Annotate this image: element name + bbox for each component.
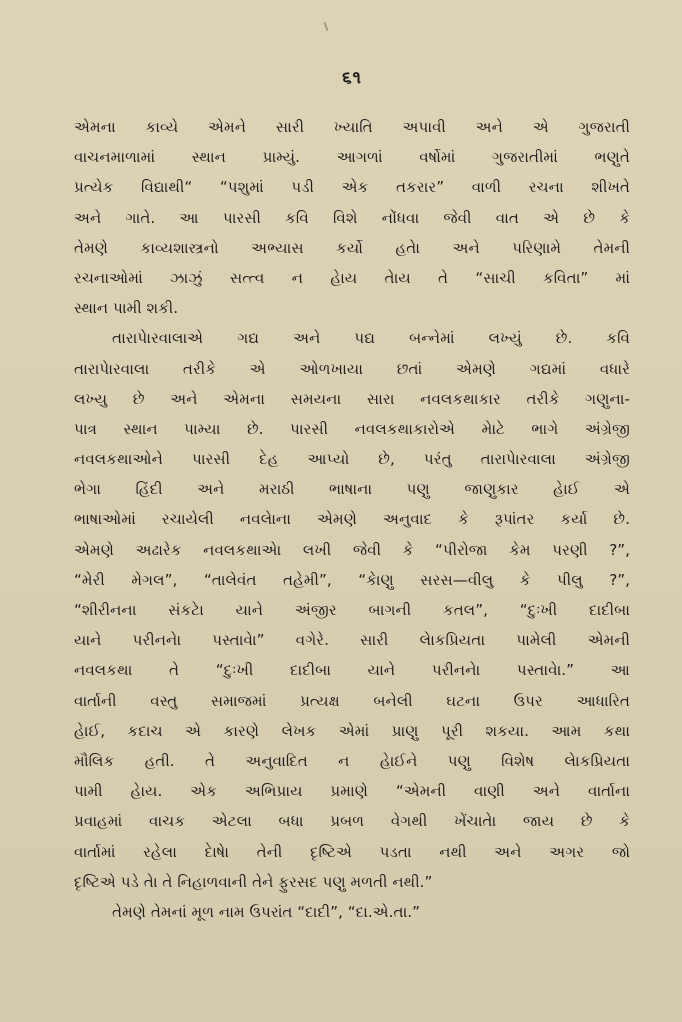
body-text <box>74 112 630 927</box>
text-line: સ્થાન પામી શકી. <box>74 299 179 318</box>
text-line: મૌલિક હતી. તે અનુવાદિત ન હેાઈને પણુ વિશેષ લેાકપ્રિયતા <box>74 751 630 770</box>
text-line: લખ્યુ છે અને એમના સમયના સારા નવલકથાકાર તરીકે ગણુના- <box>74 389 630 408</box>
text-line: તેમણે કાવ્યશાસ્ત્રનો અભ્યાસ કર્યો હતેા અને પરિણામે તેમની <box>74 238 630 257</box>
text-line: પાત્ર સ્થાન પામ્યા છે. પારસી નવલકથાકારોએ મેાટે ભાગે અંગ્રેજી <box>74 419 630 438</box>
text-line: તારાપેારવાલાએ ગદ્ય અને પદ્ય બન્નેમાં લખ્યું છે. કવિ <box>112 329 630 348</box>
text-line: નવલકથાઓને પારસી દેહ આપ્યો છે, પરંતુ તારાપેારવાલા અંગ્રેજી <box>74 450 630 469</box>
page-number: ૬૧ <box>342 68 362 88</box>
paragraph <box>74 897 630 927</box>
text-line: ભેગા હિંદી અને મરાઠી ભાષાના પણુ જાણુકાર હેાઈ એ <box>74 480 630 499</box>
text-line: પ્રવાહમાં વાચક એટલા બધા પ્રબળ વેગથી ખેંચાતેા જાય છે કે <box>74 812 630 831</box>
text-line: પ્રત્યેક વિદ્યાથી“ “પશુમાં પડી એક તકરાર” વાળી રચના શીખતે <box>74 178 630 197</box>
text-line: વાર્તામાં રહેલા દેાષેા તેની દૃષ્ટિએ પડતા નથી અને અગર જો <box>74 842 630 861</box>
print-mark <box>324 22 329 31</box>
text-line: યાને પરીનનેા પસ્તાવેા” વગેરે. સારી લેાકપ્રિયતા પામેલી એમની <box>74 631 630 650</box>
text-line: દૃષ્ટિએ પડે તેા તે નિહાળવાની તેને ફુરસદ પણુ મળતી નથી.” <box>74 872 433 891</box>
text-line: એમણે અઢારેક નવલકથાએા લખી જેવી કે “પીરોજા કેમ પરણી ?”, <box>74 540 630 559</box>
text-line: તેમણે તેમનાં મૂળ નામ ઉપરાંત “દાદી”, “દા.એ.તા.” <box>112 902 420 921</box>
paragraph <box>74 112 630 323</box>
text-line: “શીરીનના સંકટેા યાને અંજીર બાગની કતલ”, “દુઃખી દાદીબા <box>74 601 630 619</box>
text-line: નવલકથા તે “દુઃખી દાદીબા યાને પરીનનેા પસ્તાવેા.” આ <box>74 661 630 680</box>
text-line: એમના કાવ્યે એમને સારી ખ્યાતિ અપાવી અને એ ગુજરાતી <box>74 118 630 136</box>
text-line: અને ગાતે. આ પારસી કવિ વિશે નોંધવા જેવી વાત એ છે કે <box>74 208 630 227</box>
text-line: તારાપેારવાલા તરીકે એ ઓળખાયા છતાં એમણે ગદ્યમાં વધારે <box>74 359 630 378</box>
text-line: વાર્તાની વસ્તુ સમાજમાં પ્રત્યક્ષ બનેલી ઘટના ઉપર આધારિત <box>74 691 630 710</box>
text-line: રચનાઓમાં ઝાઝું સત્ત્વ ન હેાય તેાય તે “સાચી કવિતા” માં <box>74 268 630 287</box>
text-line: હેાઈ, કદાચ એ કારણે લેખક એમાં પ્રાણુ પૂરી શકયા. આમ કથા <box>74 721 630 740</box>
text-line: ભાષાઓમાં રચાયેલી નવલેાના એમણે અનુવાદ કે રૂપાંતર કર્યા છે. <box>74 510 630 529</box>
paragraph <box>74 323 630 897</box>
text-line: પામી હેાય. એક અભિપ્રાય પ્રમાણે “એમની વાણી અને વાર્તાના <box>74 782 630 801</box>
text-line: વાચનમાળામાં સ્થાન પ્રામ્યું. આગળાં વર્ષોમાં ગુજરાતીમાં ભણુતે <box>74 148 630 167</box>
text-line: “મેરી મેગલ”, “તાલેવંત તહેમી”, “કેાણુ સરસ—વીલુ કે પીલુ ?”, <box>74 570 630 589</box>
